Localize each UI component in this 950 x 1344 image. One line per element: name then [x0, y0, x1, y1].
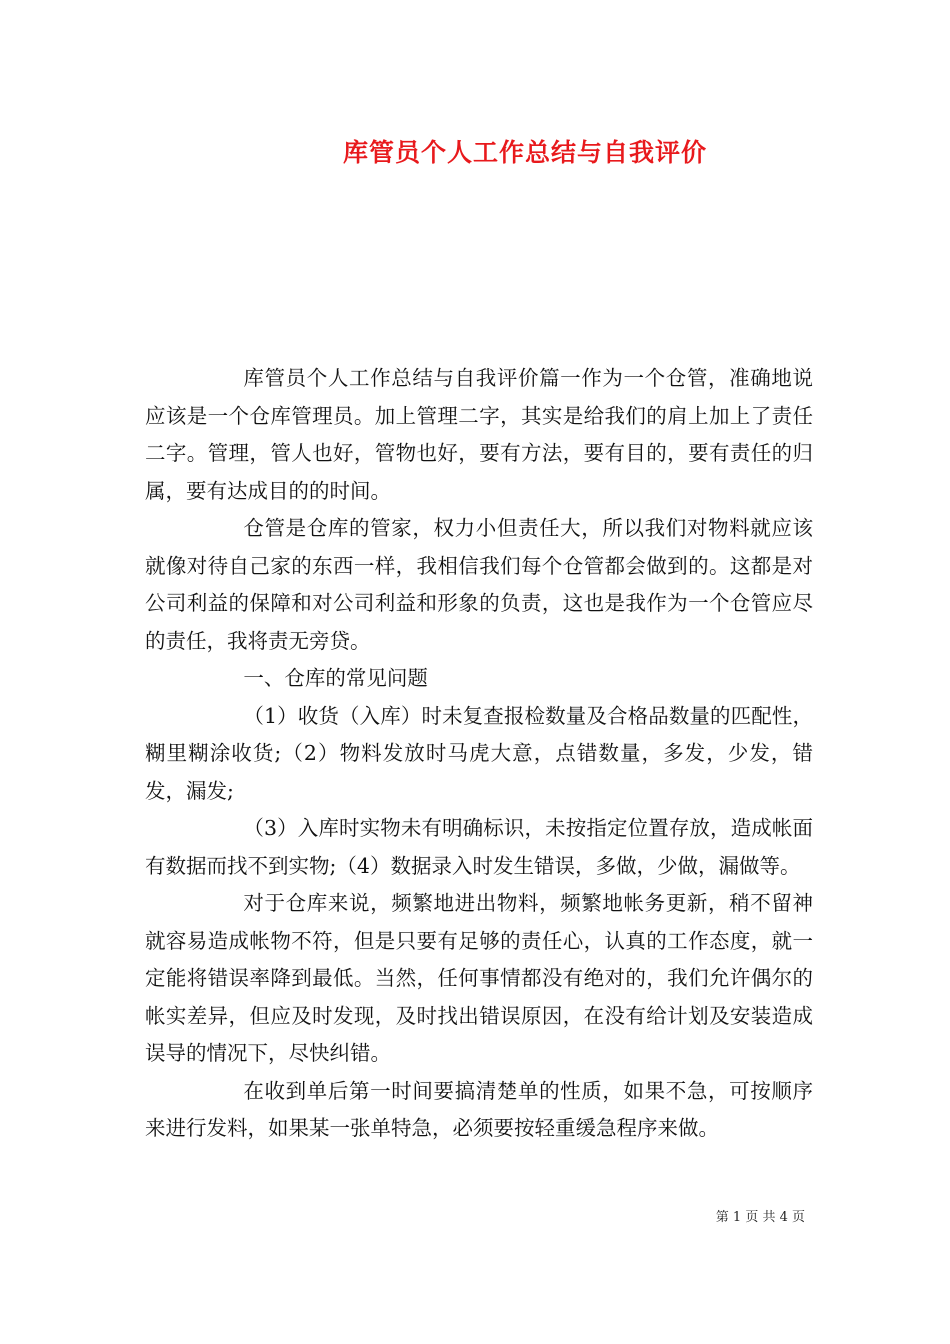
- paragraph: 仓管是仓库的管家，权力小但责任大，所以我们对物料就应该就像对待自己家的东西一样，我相信我们每个仓管都会做到的。这都是对公司利益的保障和对公司利益和形象的负责，这也是我作为一个仓管应尽的责任，我将责无旁贷。: [145, 516, 813, 653]
- paragraph: （1）收货（入库）时未复查报检数量及合格品数量的匹配性，糊里糊涂收货;（2）物料发放时马虎大意，点错数量，多发，少发，错发，漏发;: [145, 703, 813, 803]
- paragraph: 在收到单后第一时间要搞清楚单的性质，如果不急，可按顺序来进行发料，如果某一张单特急，必须要按轻重缓急程序来做。: [145, 1078, 813, 1140]
- document-body: [145, 360, 813, 1148]
- paragraph: （3）入库时实物未有明确标识，未按指定位置存放，造成帐面有数据而找不到实物;（4）数据录入时发生错误，多做，少做，漏做等。: [145, 816, 813, 878]
- paragraph: 对于仓库来说，频繁地进出物料，频繁地帐务更新，稍不留神就容易造成帐物不符，但是只要有足够的责任心，认真的工作态度，就一定能将错误率降到最低。当然，任何事情都没有绝对的，我们允许偶尔的帐实差异，但应及时发现，及时找出错误原因，在没有给计划及安装造成误导的情况下，尽快纠错。: [145, 891, 813, 1065]
- page-footer: 第 1 页 共 4 页: [715, 1210, 805, 1225]
- document-title: 库管员个人工作总结与自我评价: [342, 138, 707, 167]
- paragraph: 库管员个人工作总结与自我评价篇一作为一个仓管，准确地说应该是一个仓库管理员。加上管理二字，其实是给我们的肩上加上了责任二字。管理，管人也好，管物也好，要有方法，要有目的，要有责任的归属，要有达成目的的时间。: [145, 366, 813, 503]
- section-heading: 一、仓库的常见问题: [243, 666, 428, 690]
